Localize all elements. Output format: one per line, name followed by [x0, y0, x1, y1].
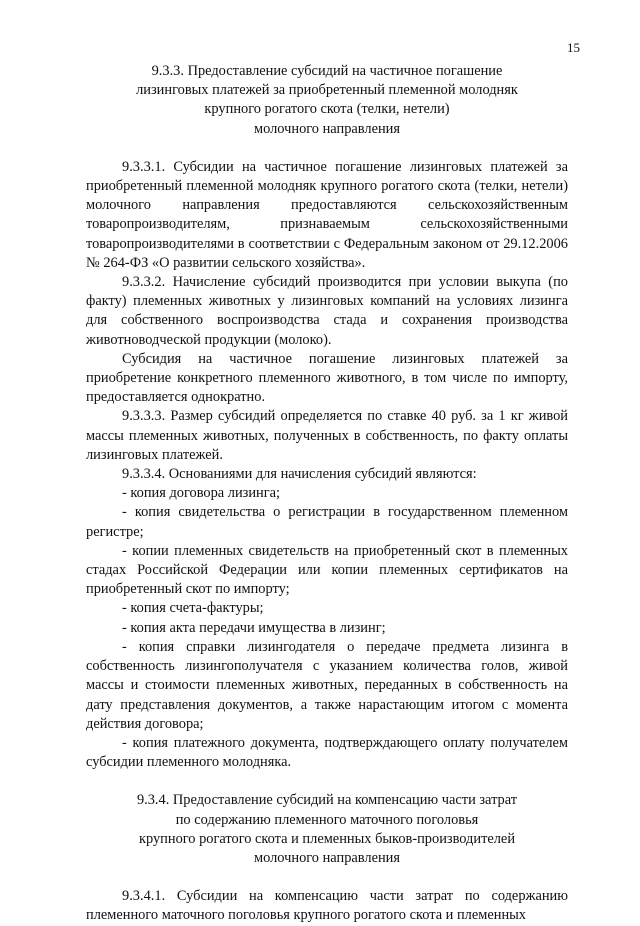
list-item: - копия свидетельства о регистрации в государственном племенном регистре;: [86, 504, 568, 540]
list-item: - копия платежного документа, подтверждающего оплату получателем субсидии племенного молодняка.: [86, 734, 568, 771]
heading-line: по содержанию племенного маточного поголовья: [175, 811, 479, 828]
heading-line: 9.3.3. Предоставление субсидий на частичное погашение: [151, 63, 503, 79]
heading-line: лизинговых платежей за приобретенный племенной молодняк: [136, 82, 518, 99]
heading-line: крупного рогатого скота (телки, нетели): [204, 101, 450, 118]
list-item: - копия справки лизингодателя о передаче предмета лизинга в собственность лизингополучателя с указанием количества голов, живой массы и стоимости племенных животных, переданных в собственность на дату представления документов, а также нарастающим итогом с момента действия договора;: [86, 638, 568, 732]
document-body: [86, 62, 568, 926]
list-item: - копия договора лизинга;: [122, 485, 281, 502]
heading-line: молочного направления: [254, 849, 400, 866]
paragraph-one-time-subsidy: Субсидия на частичное погашение лизинговых платежей за приобретение конкретного племенного животного, в том числе по импорту, предоставляется однократно.: [86, 350, 568, 406]
heading-line: 9.3.4. Предоставление субсидий на компенсацию части затрат: [136, 792, 518, 809]
section-9-3-3-heading: [86, 62, 568, 139]
paragraph-9-3-4-1: 9.3.4.1. Субсидии на компенсацию части затрат по содержанию племенного маточного поголовья крупного рогатого скота и племенных: [86, 888, 568, 924]
paragraph-9-3-3-3: 9.3.3.3. Размер субсидий определяется по ставке 40 руб. за 1 кг живой массы племенных животных, полученных в собственность, по факту оплаты лизинговых платежей.: [86, 408, 568, 463]
paragraph-9-3-3-1: 9.3.3.1. Субсидии на частичное погашение лизинговых платежей за приобретенный племенной молодняк крупного рогатого скота (телки, нетели) молочного направления предоставляются сельскохозяйственным товаропроизводителям, признаваемым сельскохозяйственными товаропроизводителями в соответствии с Федеральным законом от 29.12.2006 № 264-ФЗ «О развитии сельского хозяйства».: [86, 158, 568, 271]
paragraph-9-3-3-2: 9.3.3.2. Начисление субсидий производится при условии выкупа (по факту) племенных животных у лизинговых компаний на условиях лизинга для собственного воспроизводства стада и сохранения производства животноводческой продукции (молоко).: [86, 274, 568, 348]
list-item: - копия акта передачи имущества в лизинг;: [122, 619, 386, 636]
list-item: - копии племенных свидетельств на приобретенный скот в племенных стадах Российской Федерации или копии племенных сертификатов на приобретенный скот по импорту;: [86, 542, 568, 598]
heading-line: крупного рогатого скота и племенных быков-производителей: [138, 830, 516, 847]
list-item: - копия счета-фактуры;: [122, 600, 264, 617]
section-9-3-4-heading: [86, 791, 568, 868]
heading-line: молочного направления: [254, 120, 400, 137]
paragraph-9-3-3-4: 9.3.3.4. Основаниями для начисления субсидий являются:: [122, 466, 477, 483]
page-number: 15: [567, 40, 580, 55]
